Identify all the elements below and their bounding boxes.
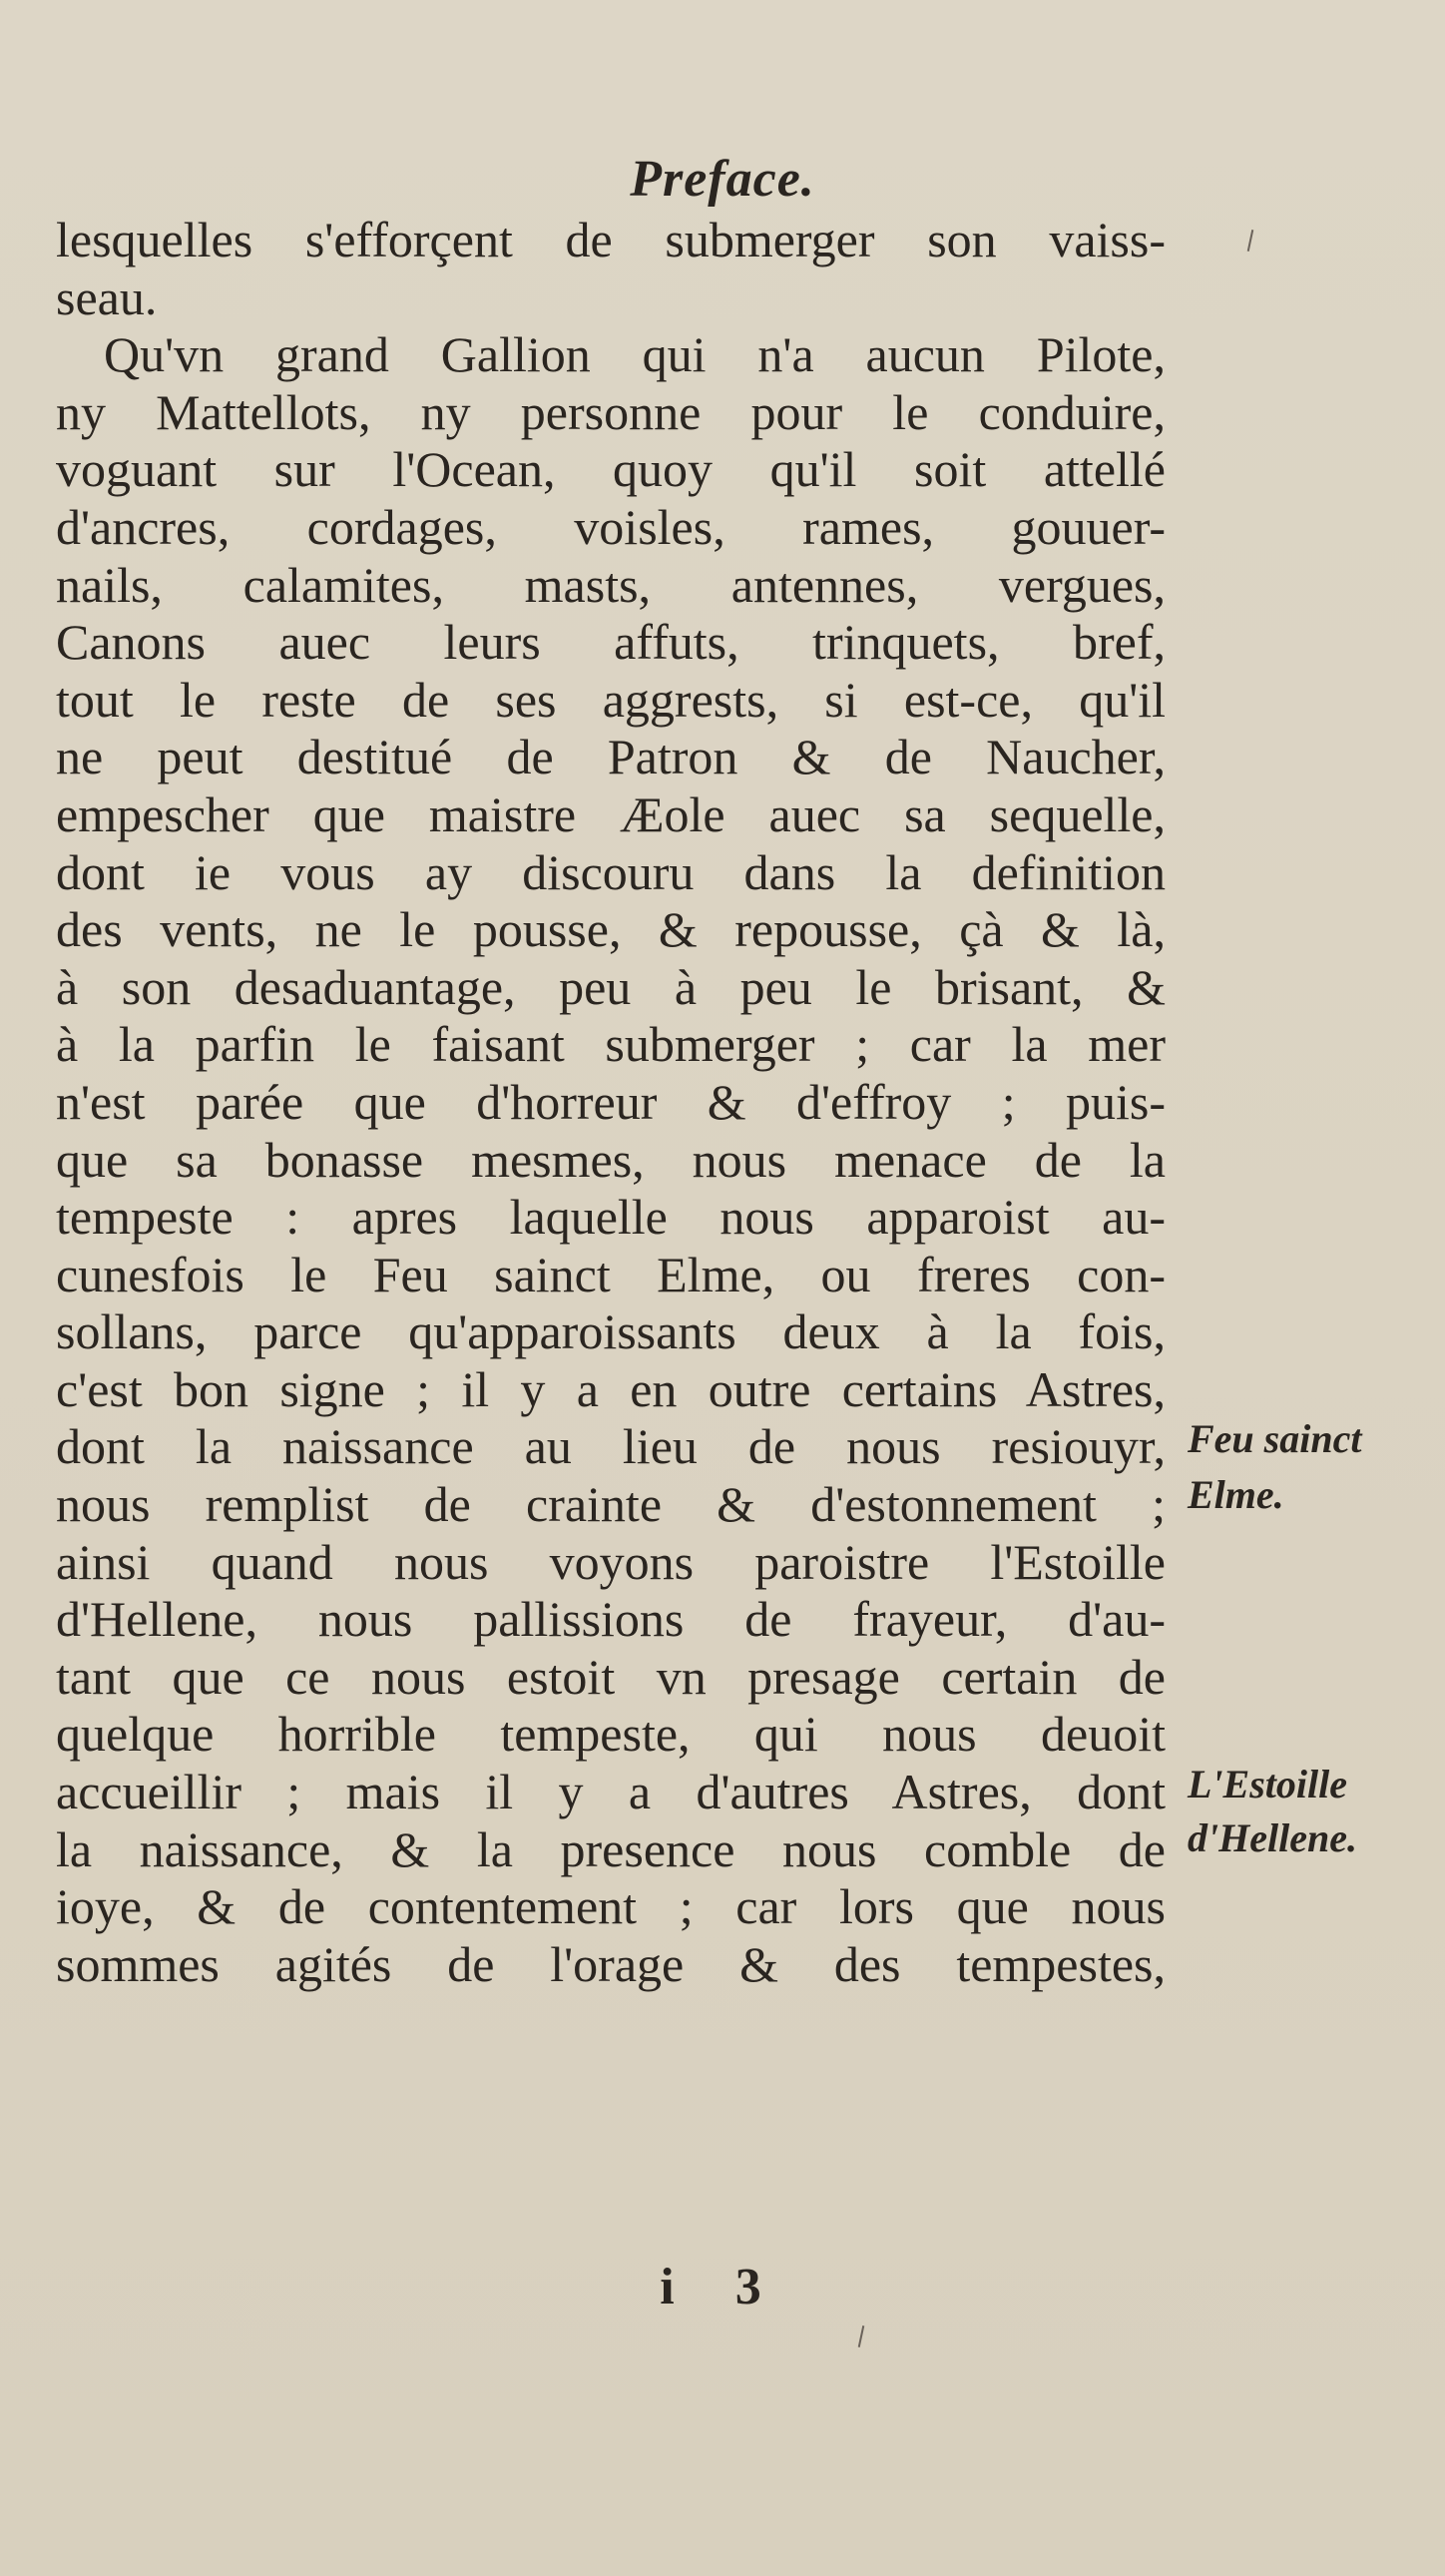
text-line: ne peut destitué de Patron & de Naucher,	[56, 729, 1166, 785]
running-head: Preface.	[630, 151, 815, 208]
ink-mark	[1247, 230, 1254, 252]
text-line: c'est bon signe ; il y a en outre certains Astres,	[56, 1360, 1166, 1417]
text-line: ioye, & de contentement ; car lors que nous	[56, 1878, 1166, 1935]
text-line: empescher que maistre Æole auec sa sequelle,	[56, 785, 1166, 842]
margin-note-elme: Elme.	[1188, 1472, 1284, 1517]
text-line: seau.	[56, 268, 158, 325]
text-line: ny Mattellots, ny personne pour le conduire,	[56, 383, 1166, 440]
text-line: sommes agités de l'orage & des tempestes,	[56, 1935, 1166, 1992]
text-line: à la parfin le faisant submerger ; car la mer	[56, 1016, 1166, 1073]
text-line: Qu'vn grand Gallion qui n'a aucun Pilote,	[104, 326, 1166, 383]
text-line: accueillir ; mais il y a d'autres Astres, dont	[56, 1764, 1166, 1820]
text-line: d'ancres, cordages, voisles, rames, gouuer-	[56, 498, 1166, 555]
text-line: à son desaduantage, peu à peu le brisant, &	[56, 958, 1166, 1015]
ink-mark	[858, 2325, 865, 2347]
text-line: n'est parée que d'horreur & d'effroy ; puis-	[56, 1073, 1166, 1130]
margin-note-feu-sainct: Feu sainct	[1188, 1416, 1362, 1461]
text-line: tempeste : apres laquelle nous apparoist au-	[56, 1189, 1166, 1246]
text-line: des vents, ne le pousse, & repousse, çà & là,	[56, 901, 1166, 958]
text-line: tout le reste de ses aggrests, si est-ce, qu'il	[56, 671, 1166, 728]
margin-note-estoille: L'Estoille	[1188, 1762, 1347, 1806]
body-text	[56, 212, 1166, 1993]
text-line: ainsi quand nous voyons paroistre l'Estoille	[56, 1533, 1166, 1590]
text-line: dont ie vous ay discouru dans la definition	[56, 843, 1166, 900]
text-line: nails, calamites, masts, antennes, vergues,	[56, 556, 1166, 613]
text-line: tant que ce nous estoit vn presage certain de	[56, 1648, 1166, 1705]
text-line: lesquelles s'efforçent de submerger son vaiss-	[56, 212, 1166, 267]
text-line: cunesfois le Feu sainct Elme, ou freres con-	[56, 1246, 1166, 1302]
text-line: Canons auec leurs affuts, trinquets, bref,	[56, 614, 1166, 671]
text-line: sollans, parce qu'apparoissants deux à la fois,	[56, 1303, 1166, 1360]
text-line: voguant sur l'Ocean, quoy qu'il soit attellé	[56, 441, 1166, 498]
text-line: la naissance, & la presence nous comble de	[56, 1820, 1166, 1877]
text-line: dont la naissance au lieu de nous resiouyr,	[56, 1418, 1166, 1475]
text-line: d'Hellene, nous pallissions de frayeur, d'au-	[56, 1591, 1166, 1648]
margin-note-hellene: d'Hellene.	[1188, 1815, 1357, 1860]
text-line: nous remplist de crainte & d'estonnement ;	[56, 1476, 1166, 1533]
signature-mark: i 3	[660, 2259, 785, 2316]
text-line: quelque horrible tempeste, qui nous deuoit	[56, 1706, 1166, 1763]
text-line: que sa bonasse mesmes, nous menace de la	[56, 1131, 1166, 1188]
